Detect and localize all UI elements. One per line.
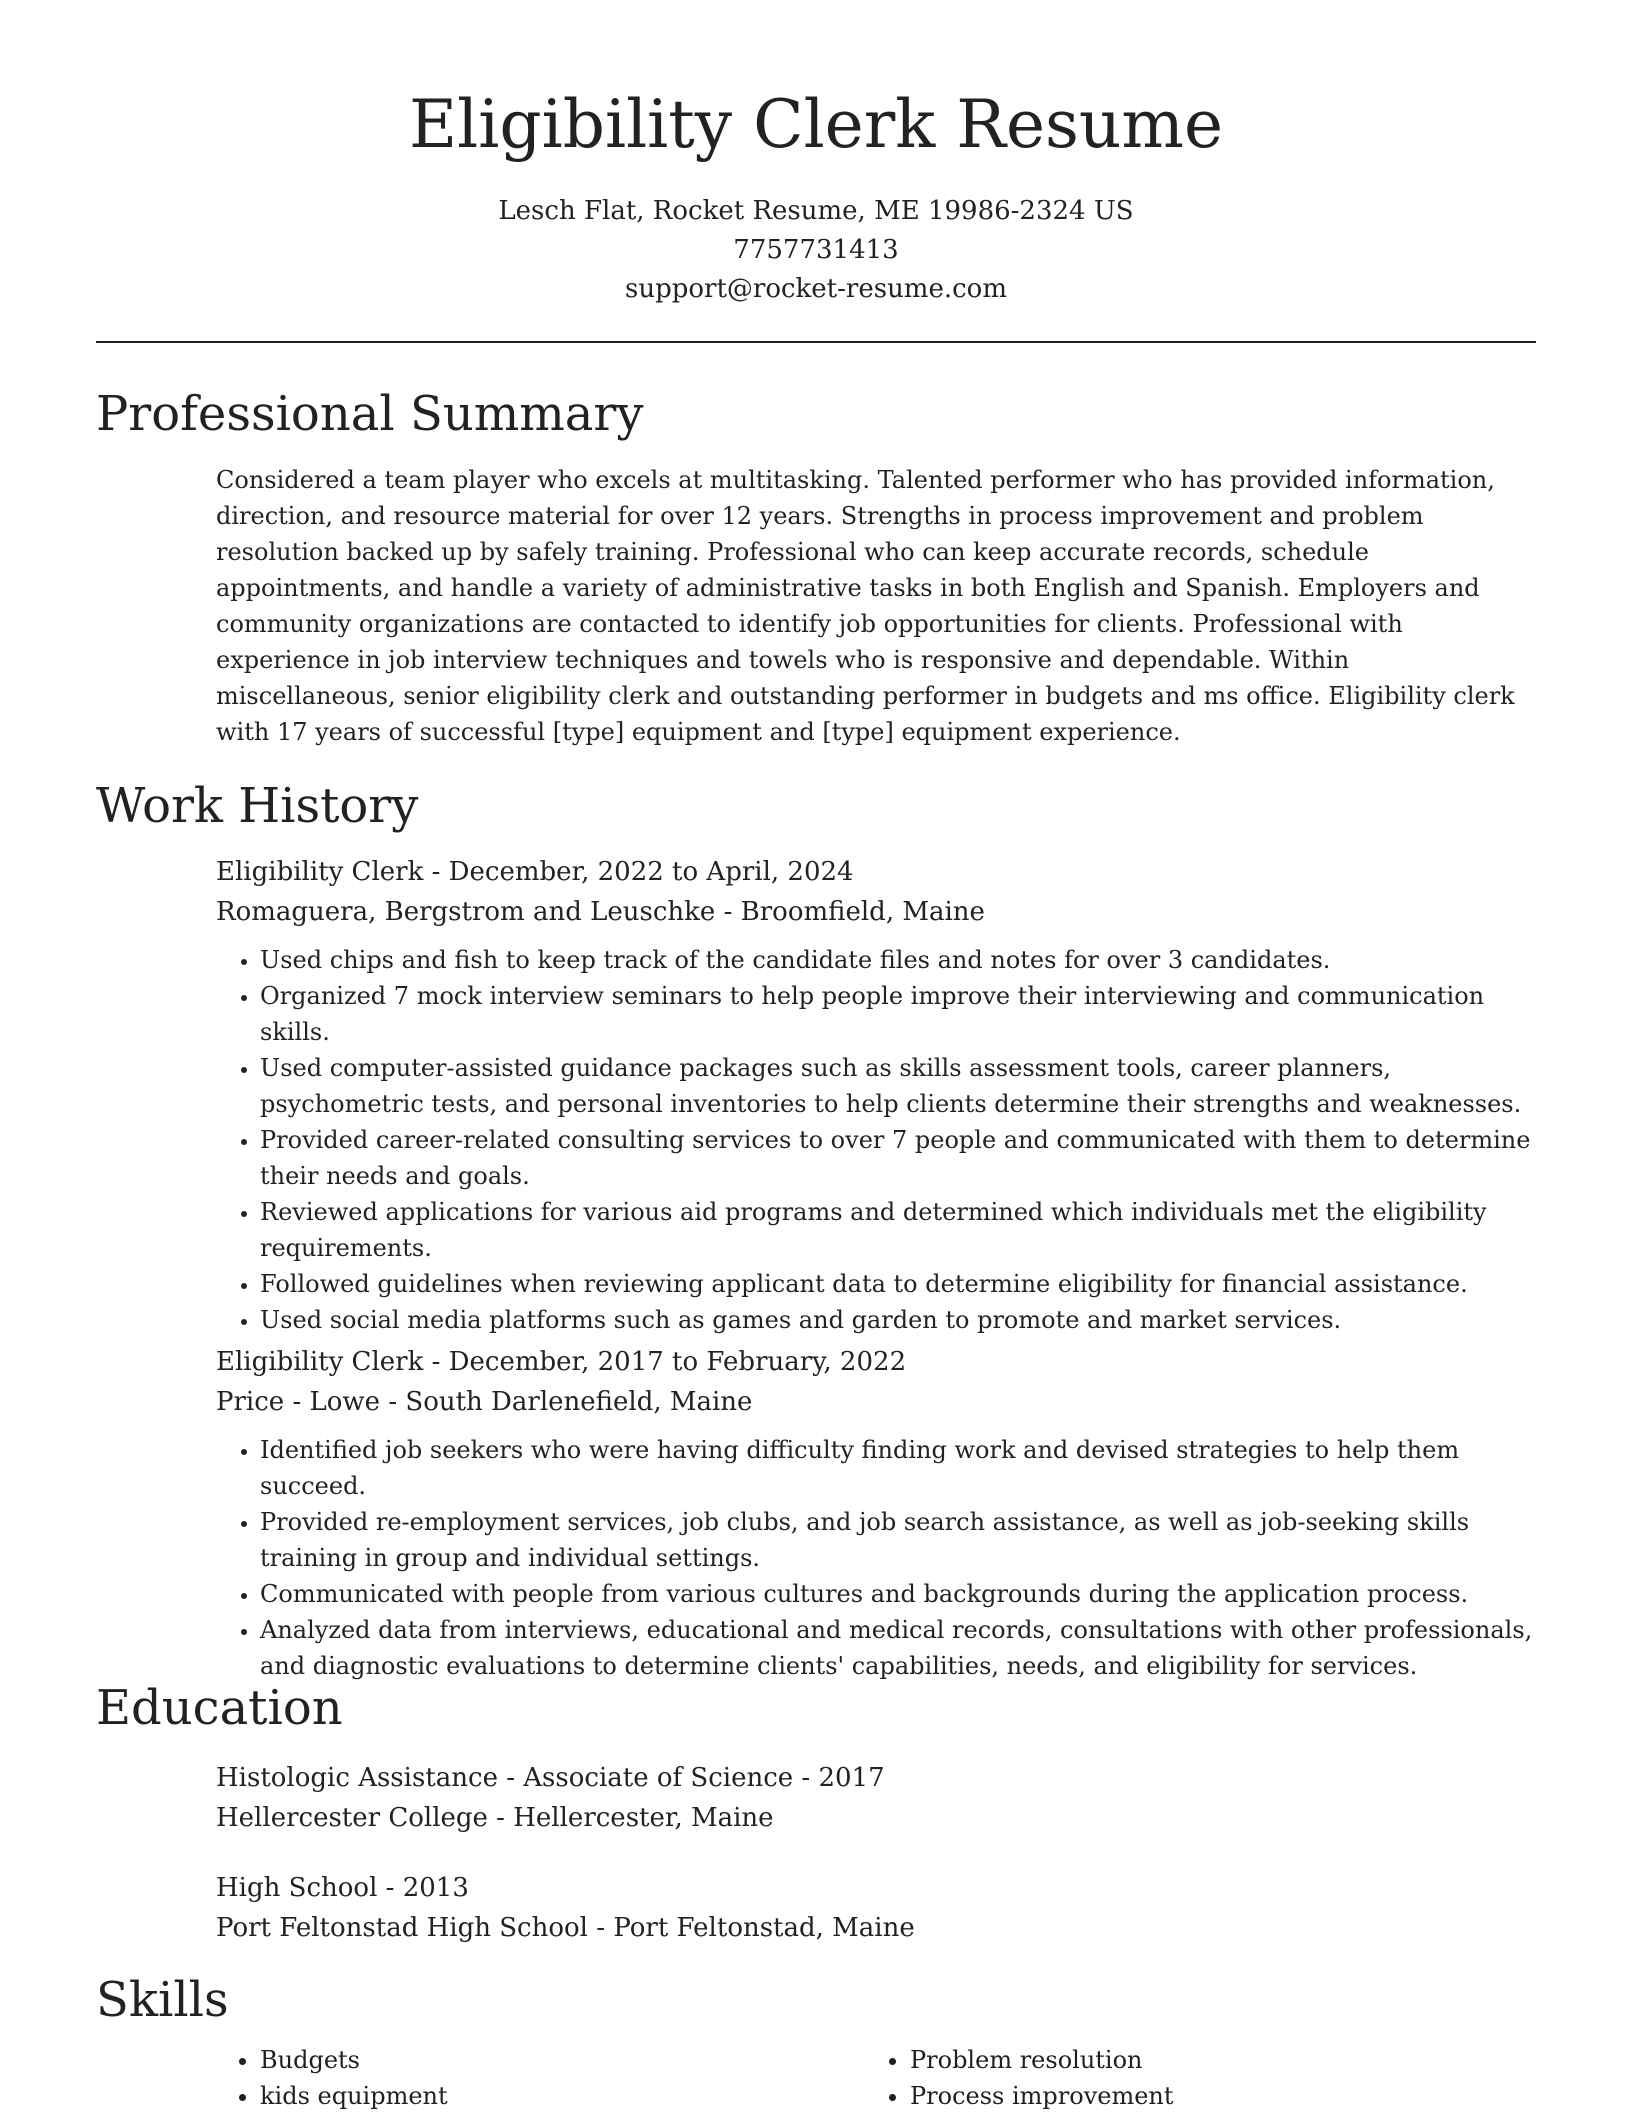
list-item: • Analyzed data from interviews, educational and medical records, consultations with other professionals, and diagnostic evaluations to determine clients' capabilities, needs, and eligibility for services. [260, 1612, 1536, 1684]
list-item: • Identified job seekers who were having difficulty finding work and devised strategies to help them succeed. [260, 1432, 1536, 1504]
company-name: Romaguera, Bergstrom and Leuschke [216, 897, 716, 927]
education-entry [216, 1758, 1536, 1838]
phone: 7757731413 [733, 235, 899, 265]
school-name: Port Feltonstad High School [216, 1913, 588, 1943]
education-entry [216, 1868, 1536, 1948]
degree-line: High School - 2013 [216, 1873, 469, 1903]
company-name: Price - Lowe [216, 1387, 381, 1417]
summary-section [216, 462, 1536, 750]
school-location: - Port Feltonstad, Maine [588, 1913, 915, 1943]
list-item: • Provided career-related consulting services to over 7 people and communicated with them to determine their needs and goals. [260, 1122, 1536, 1194]
header-divider [96, 341, 1536, 343]
summary-text: Considered a team player who excels at multitasking. Talented performer who has provided information, direction, and resource material for over 12 years. Strengths in process improvement and problem resolution backed up by safely training. Professional who can keep accurate records, schedule appointments, and handle a variety of administrative tasks in both English and Spanish. Employers and community organizations are contacted to identify job opportunities for clients. Professional with experience in job interview techniques and towels who is responsive and dependable. Within miscellaneous, senior eligibility clerk and outstanding performer in budgets and ms office. Eligibility clerk with 17 years of successful [type] equipment and [type] equipment experience. [216, 466, 1515, 746]
list-item: • Provided re-employment services, job clubs, and job search assistance, as well as job-seeking skills training in group and individual settings. [260, 1504, 1536, 1576]
summary-heading: Professional Summary [96, 386, 644, 442]
school-name: Hellercester College [216, 1803, 488, 1833]
work-history-heading: Work History [96, 778, 419, 834]
school-line [216, 1908, 1536, 1948]
job-location: - Broomfield, Maine [715, 897, 985, 927]
skills-column-right [866, 2042, 1174, 2114]
school-line [216, 1798, 1536, 1838]
job-company-line [216, 892, 1536, 932]
contact-info [0, 192, 1632, 309]
degree-line: Histologic Assistance - Associate of Science - 2017 [216, 1763, 885, 1793]
skills-column-left [216, 2042, 448, 2114]
job-bullets [216, 1432, 1536, 1684]
list-item: • Organized 7 mock interview seminars to help people improve their interviewing and communication skills. [260, 978, 1536, 1050]
school-location: - Hellercester, Maine [487, 1803, 774, 1833]
job-company-line [216, 1382, 1536, 1422]
email[interactable]: support@rocket-resume.com [624, 274, 1007, 304]
skill-item: • Problem resolution [910, 2042, 1174, 2078]
job-title-line: Eligibility Clerk - December, 2022 to April, 2024 [216, 857, 854, 887]
list-item: • Followed guidelines when reviewing applicant data to determine eligibility for financial assistance. [260, 1266, 1536, 1302]
job-title-line: Eligibility Clerk - December, 2017 to February, 2022 [216, 1347, 907, 1377]
address: Lesch Flat, Rocket Resume, ME 19986-2324 US [498, 196, 1134, 226]
list-item: • Used computer-assisted guidance packages such as skills assessment tools, career planners, psychometric tests, and personal inventories to help clients determine their strengths and weaknesses. [260, 1050, 1536, 1122]
skill-item: • Process improvement [910, 2078, 1174, 2114]
job-entry [216, 852, 1536, 1338]
list-item: • Used social media platforms such as games and garden to promote and market services. [260, 1302, 1536, 1338]
list-item: • Communicated with people from various cultures and backgrounds during the application process. [260, 1576, 1536, 1612]
skill-item: • Budgets [260, 2042, 448, 2078]
list-item: • Used chips and fish to keep track of the candidate files and notes for over 3 candidates. [260, 942, 1536, 978]
job-location: - South Darlenefield, Maine [380, 1387, 753, 1417]
job-bullets [216, 942, 1536, 1338]
skills-heading: Skills [96, 1972, 229, 2028]
job-entry [216, 1342, 1536, 1684]
resume-title: Eligibility Clerk Resume [408, 86, 1224, 163]
list-item: • Reviewed applications for various aid programs and determined which individuals met the eligibility requirements. [260, 1194, 1536, 1266]
education-heading: Education [96, 1680, 343, 1736]
skill-item: • kids equipment [260, 2078, 448, 2114]
